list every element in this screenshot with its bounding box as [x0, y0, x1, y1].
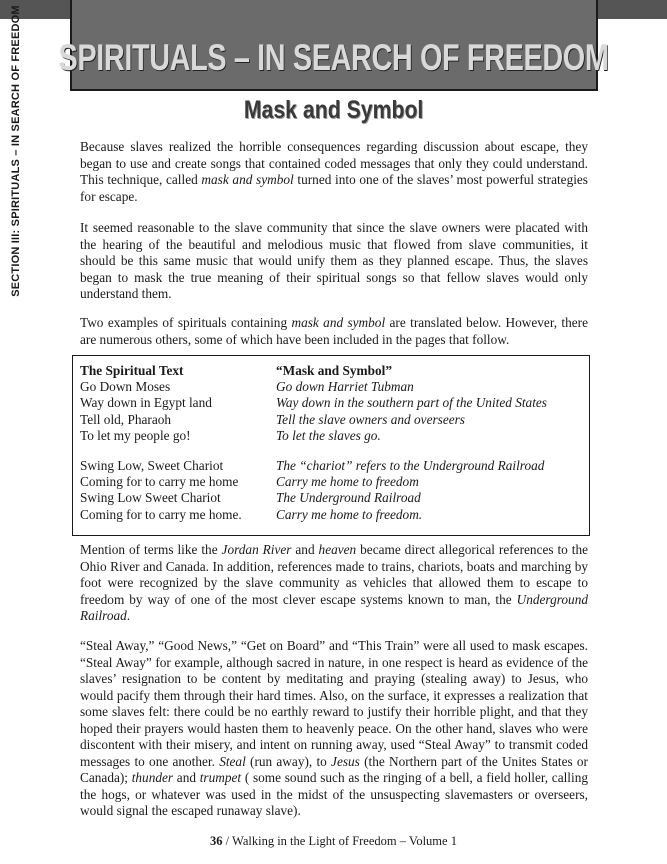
- text-run: It seemed reasonable to the slave community that since the slave owners were placated with the hearing of the beautiful and melodious music that flowed from slave communities, it should be this same music that would unify them as they planned escape. Thus, the slaves began to mask the true meaning of their spiritual songs so that fellow slaves would only understand them.: [80, 220, 588, 301]
- meaning-line: Way down in the southern part of the United States: [276, 395, 547, 411]
- text-run: (the Northern part of the Unites States or Canada);: [80, 753, 588, 785]
- paragraph-references: [80, 542, 588, 625]
- lyric-line: Tell old, Pharaoh: [80, 411, 172, 427]
- emphasized-text: Jesus: [331, 753, 360, 769]
- text-run: Because slaves realized the horrible consequences regarding discussion about escape, they began to use and create songs that contained coded messages that only they could understand. This technique, called: [80, 139, 588, 187]
- emphasized-text: heaven: [318, 542, 357, 557]
- meaning-line: The Underground Railroad: [276, 490, 421, 506]
- page-footer: [0, 834, 667, 849]
- mask-symbol-column: [276, 363, 586, 523]
- chapter-banner: [59, 0, 609, 91]
- text-run: and: [173, 770, 200, 785]
- lyric-line: Go Down Moses: [80, 379, 171, 395]
- chapter-title: SPIRITUALS – IN SEARCH OF FREEDOM: [59, 37, 609, 78]
- meaning-line: Tell the slave owners and overseers: [276, 411, 465, 427]
- paragraph-intro: [80, 139, 588, 205]
- text-run: .: [126, 608, 131, 623]
- emphasized-text: Steal: [219, 753, 246, 769]
- emphasized-text: Jordan River: [221, 542, 292, 557]
- meaning-line: The “chariot” refers to the Underground Railroad: [276, 457, 545, 473]
- emphasized-text: Underground Railroad: [80, 591, 588, 623]
- lyric-line: Coming for to carry me home: [80, 474, 239, 490]
- emphasized-text: trumpet: [199, 770, 242, 785]
- text-run: turned into one of the slaves’ most powerful strategies for escape.: [80, 172, 588, 204]
- text-run: ( some sound such as the ringing of a bell, a field holler, calling the hogs, or whatever was used in the midst of the unsuspecting slavemasters or overseers, would signal the escaped runaway slave).: [80, 770, 588, 818]
- meaning-line: Go down Harriet Tubman: [276, 379, 414, 395]
- spiritual-text-column: [80, 363, 270, 523]
- emphasized-text: mask and symbol: [201, 172, 294, 187]
- paragraph-examples: [80, 315, 588, 348]
- section-title: [80, 96, 588, 125]
- text-run: are translated below. However, there are numerous others, some of which have been included in the pages that follow.: [80, 315, 588, 347]
- footer-text: / Walking in the Light of Freedom – Volume 1: [222, 834, 457, 848]
- section-title-text: Mask and Symbol: [244, 96, 424, 124]
- text-run: “Steal Away,” “Good News,” “Get on Board” and “This Train” were all used to mask escapes. “Steal Away” for example, although sacred in nature, in one respect is heard as evidence of the slaves’ resignation to be content by meditating and praying (stealing away) to Jesus, who would pacify them through their hard times. Also, on the surface, it expresses a realization that some slaves felt: there could be no earthly reward to justify their horrible plight, and that they hoped their prayers would hasten them to heavenly peace. On the other hand, slaves who were discontent with their misery, and intent on running away, used “Steal Away” to transmit coded messages to one another.: [80, 638, 588, 769]
- text-run: became direct allegorical references to the Ohio River and Canada. In addition, references made to trains, chariots, boats and marching by foot were recognized by the slave community as vehicles that allowed them to escape to freedom by way of one of the most clever escape systems known to man, the: [80, 542, 589, 607]
- text-run: Mention of terms like the: [80, 542, 222, 557]
- lyric-line: Swing Low Sweet Chariot: [80, 490, 221, 506]
- spiritual-text-header: The Spiritual Text: [80, 363, 184, 378]
- lyric-line: Swing Low, Sweet Chariot: [80, 457, 224, 473]
- translation-table: [72, 355, 590, 536]
- text-run: Two examples of spirituals containing: [80, 315, 292, 330]
- meaning-line: Carry me home to freedom.: [276, 506, 423, 522]
- paragraph-unify: [80, 220, 588, 303]
- text-run: (run away), to: [245, 753, 332, 769]
- meaning-line: To let the slaves go.: [276, 427, 381, 443]
- emphasized-text: mask and symbol: [291, 315, 386, 330]
- paragraph-steal-away: [80, 638, 588, 820]
- page-number: 36: [210, 834, 223, 848]
- section-side-label: [3, 5, 29, 297]
- meaning-line: Carry me home to freedom: [276, 474, 419, 490]
- section-side-label-text: SECTION III: SPIRITUALS – IN SEARCH OF FREEDOM: [10, 5, 22, 297]
- mask-symbol-header: “Mask and Symbol”: [276, 363, 393, 378]
- lyric-line: To let my people go!: [80, 427, 191, 443]
- emphasized-text: thunder: [131, 770, 174, 785]
- lyric-line: Coming for to carry me home.: [80, 506, 242, 522]
- header-bar-right: [598, 0, 667, 19]
- lyric-line: Way down in Egypt land: [80, 395, 212, 411]
- text-run: and: [291, 542, 319, 557]
